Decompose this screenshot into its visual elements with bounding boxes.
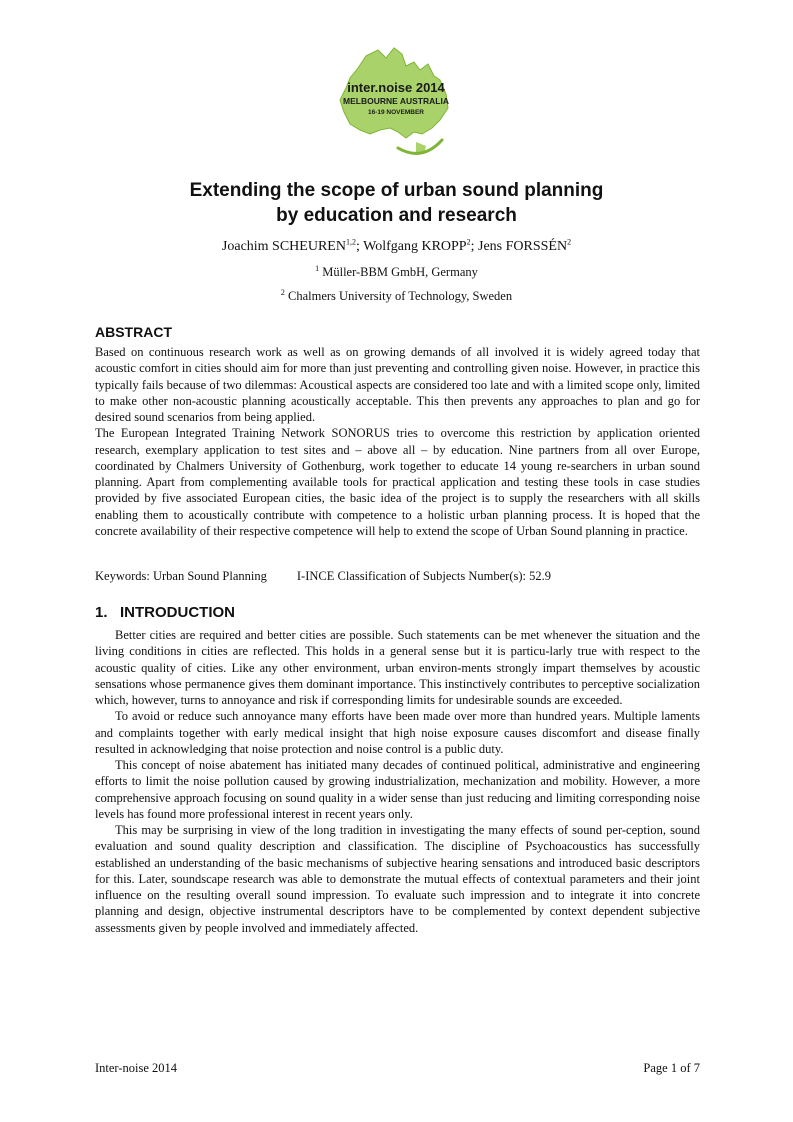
- author-2: ; Wolfgang KROPP: [355, 239, 467, 254]
- author-3-affil: 2: [567, 237, 572, 247]
- author-1-affil: 1,2: [345, 237, 356, 247]
- title-line-1: Extending the scope of urban sound planning: [189, 180, 604, 201]
- author-3: ; Jens FORSSÉN: [470, 239, 568, 254]
- introduction-body: [95, 627, 700, 936]
- affiliation-2-text: Chalmers University of Technology, Sweden: [288, 289, 513, 303]
- logo-location: MELBOURNE AUSTRALIA: [343, 96, 449, 106]
- abstract-paragraph-1: Based on continuous research work as well as on growing demands of all involved it is widely agreed today that acoustic comfort in cities should aim for more than just preventing and controlling given noise. However, in practice this typically fails because of two dilemmas: Acoustical aspects are considered too late and with a limited scope only, limited to make other non-acoustic planning acoustically acceptable. This then prevents any approaches to plan and go for desired sound scenarios from being applied.: [95, 345, 700, 424]
- author-list: [0, 238, 793, 256]
- intro-paragraph-2: To avoid or reduce such annoyance many efforts have been made over more than hundred years. Multiple laments and complaints together with early medical insight that high noise exposure causes discomfort and disease finally resulted in acknowledging that noise protection and noise control is a public duty.: [95, 709, 700, 756]
- affiliation-1-text: Müller-BBM GmbH, Germany: [322, 265, 478, 279]
- australia-map-icon: [336, 44, 456, 162]
- abstract-paragraph-2: The European Integrated Training Network SONORUS tries to overcome this restriction by application oriented research, exemplary application to test sites and – above all – by education. Nine partners from all over Europe, coordinated by Chalmers University of Gothenburg, work together to educate 14 young re-searchers in urban sound planning. Apart from complementing available tools for practical application and testing these tools in case studies provided by five associated European cities, the basic idea of the project is to supply the researchers with all skills enabling them to acoustically contribute with competence to a holistic urban planning process. It is hoped that the concrete availability of their respective competence will help to extend the scope of Urban Sound planning in practice.: [95, 426, 700, 538]
- keywords-text: Keywords: Urban Sound Planning: [95, 569, 267, 583]
- keywords-line: [95, 568, 700, 584]
- paper-title: [0, 178, 793, 228]
- author-2-affil: 2: [466, 237, 471, 247]
- affiliation-2: [0, 288, 793, 304]
- introduction-heading: 1. INTRODUCTION: [95, 604, 236, 621]
- intro-paragraph-1: Better cities are required and better cities are possible. Such statements can be met whenever the situation and the living conditions in cities are reflected. This holds in a general sense but it is particu-larly true with respect to the acoustic quality of cities. Like any other environment, urban environ-ments strongly impart themselves by acoustic sensations whose permanence gives them dominant importance. This instinctively contributes to perceptive socialization which, however, turns to annoyance and risk if corresponding limits for undesirable sounds are exceeded.: [95, 628, 700, 707]
- abstract-body: [95, 344, 700, 539]
- logo-dates: 16-19 NOVEMBER: [368, 109, 424, 116]
- affiliation-1-number: 1: [315, 263, 320, 273]
- intro-paragraph-4: This may be surprising in view of the long tradition in investigating the many effects of sound per-ception, sound evaluation and sound quality description and classification. The discipline of Psychoacoustics has successfully established an understanding of the basic mechanisms of subjective hearing sensations and introduced basic descriptors for this. Later, soundscape research was able to demonstrate the mutual effects of contextual parameters and their joint influence on the resulting overall sound impression. To evaluate such impression and to integrate it into concrete planning and design, objective instrumental descriptors have to be complemented by context dependent subjective assessments given by people involved and immediately affected.: [95, 823, 700, 935]
- footer-conference: Inter-noise 2014: [95, 1061, 178, 1075]
- classification-text: I-INCE Classification of Subjects Number(s): 52.9: [296, 569, 551, 583]
- title-line-2: by education and research: [276, 205, 517, 226]
- conference-logo: [336, 44, 456, 162]
- abstract-heading: ABSTRACT: [95, 324, 172, 340]
- affiliation-1: [0, 264, 793, 280]
- logo-title: inter.noise 2014: [347, 80, 445, 95]
- affiliation-2-number: 2: [280, 287, 285, 297]
- footer-page-number: Page 1 of 7: [643, 1061, 700, 1075]
- author-1: Joachim SCHEUREN: [221, 239, 346, 254]
- intro-paragraph-3: This concept of noise abatement has initiated many decades of continued political, administrative and engineering efforts to limit the noise pollution caused by growing industrialization, mechanization and mobility. However, a more comprehensive approach focusing on sound quality in a wider sense than just reducing and limiting corresponding noise levels has found more professional interest in recent years only.: [95, 758, 700, 821]
